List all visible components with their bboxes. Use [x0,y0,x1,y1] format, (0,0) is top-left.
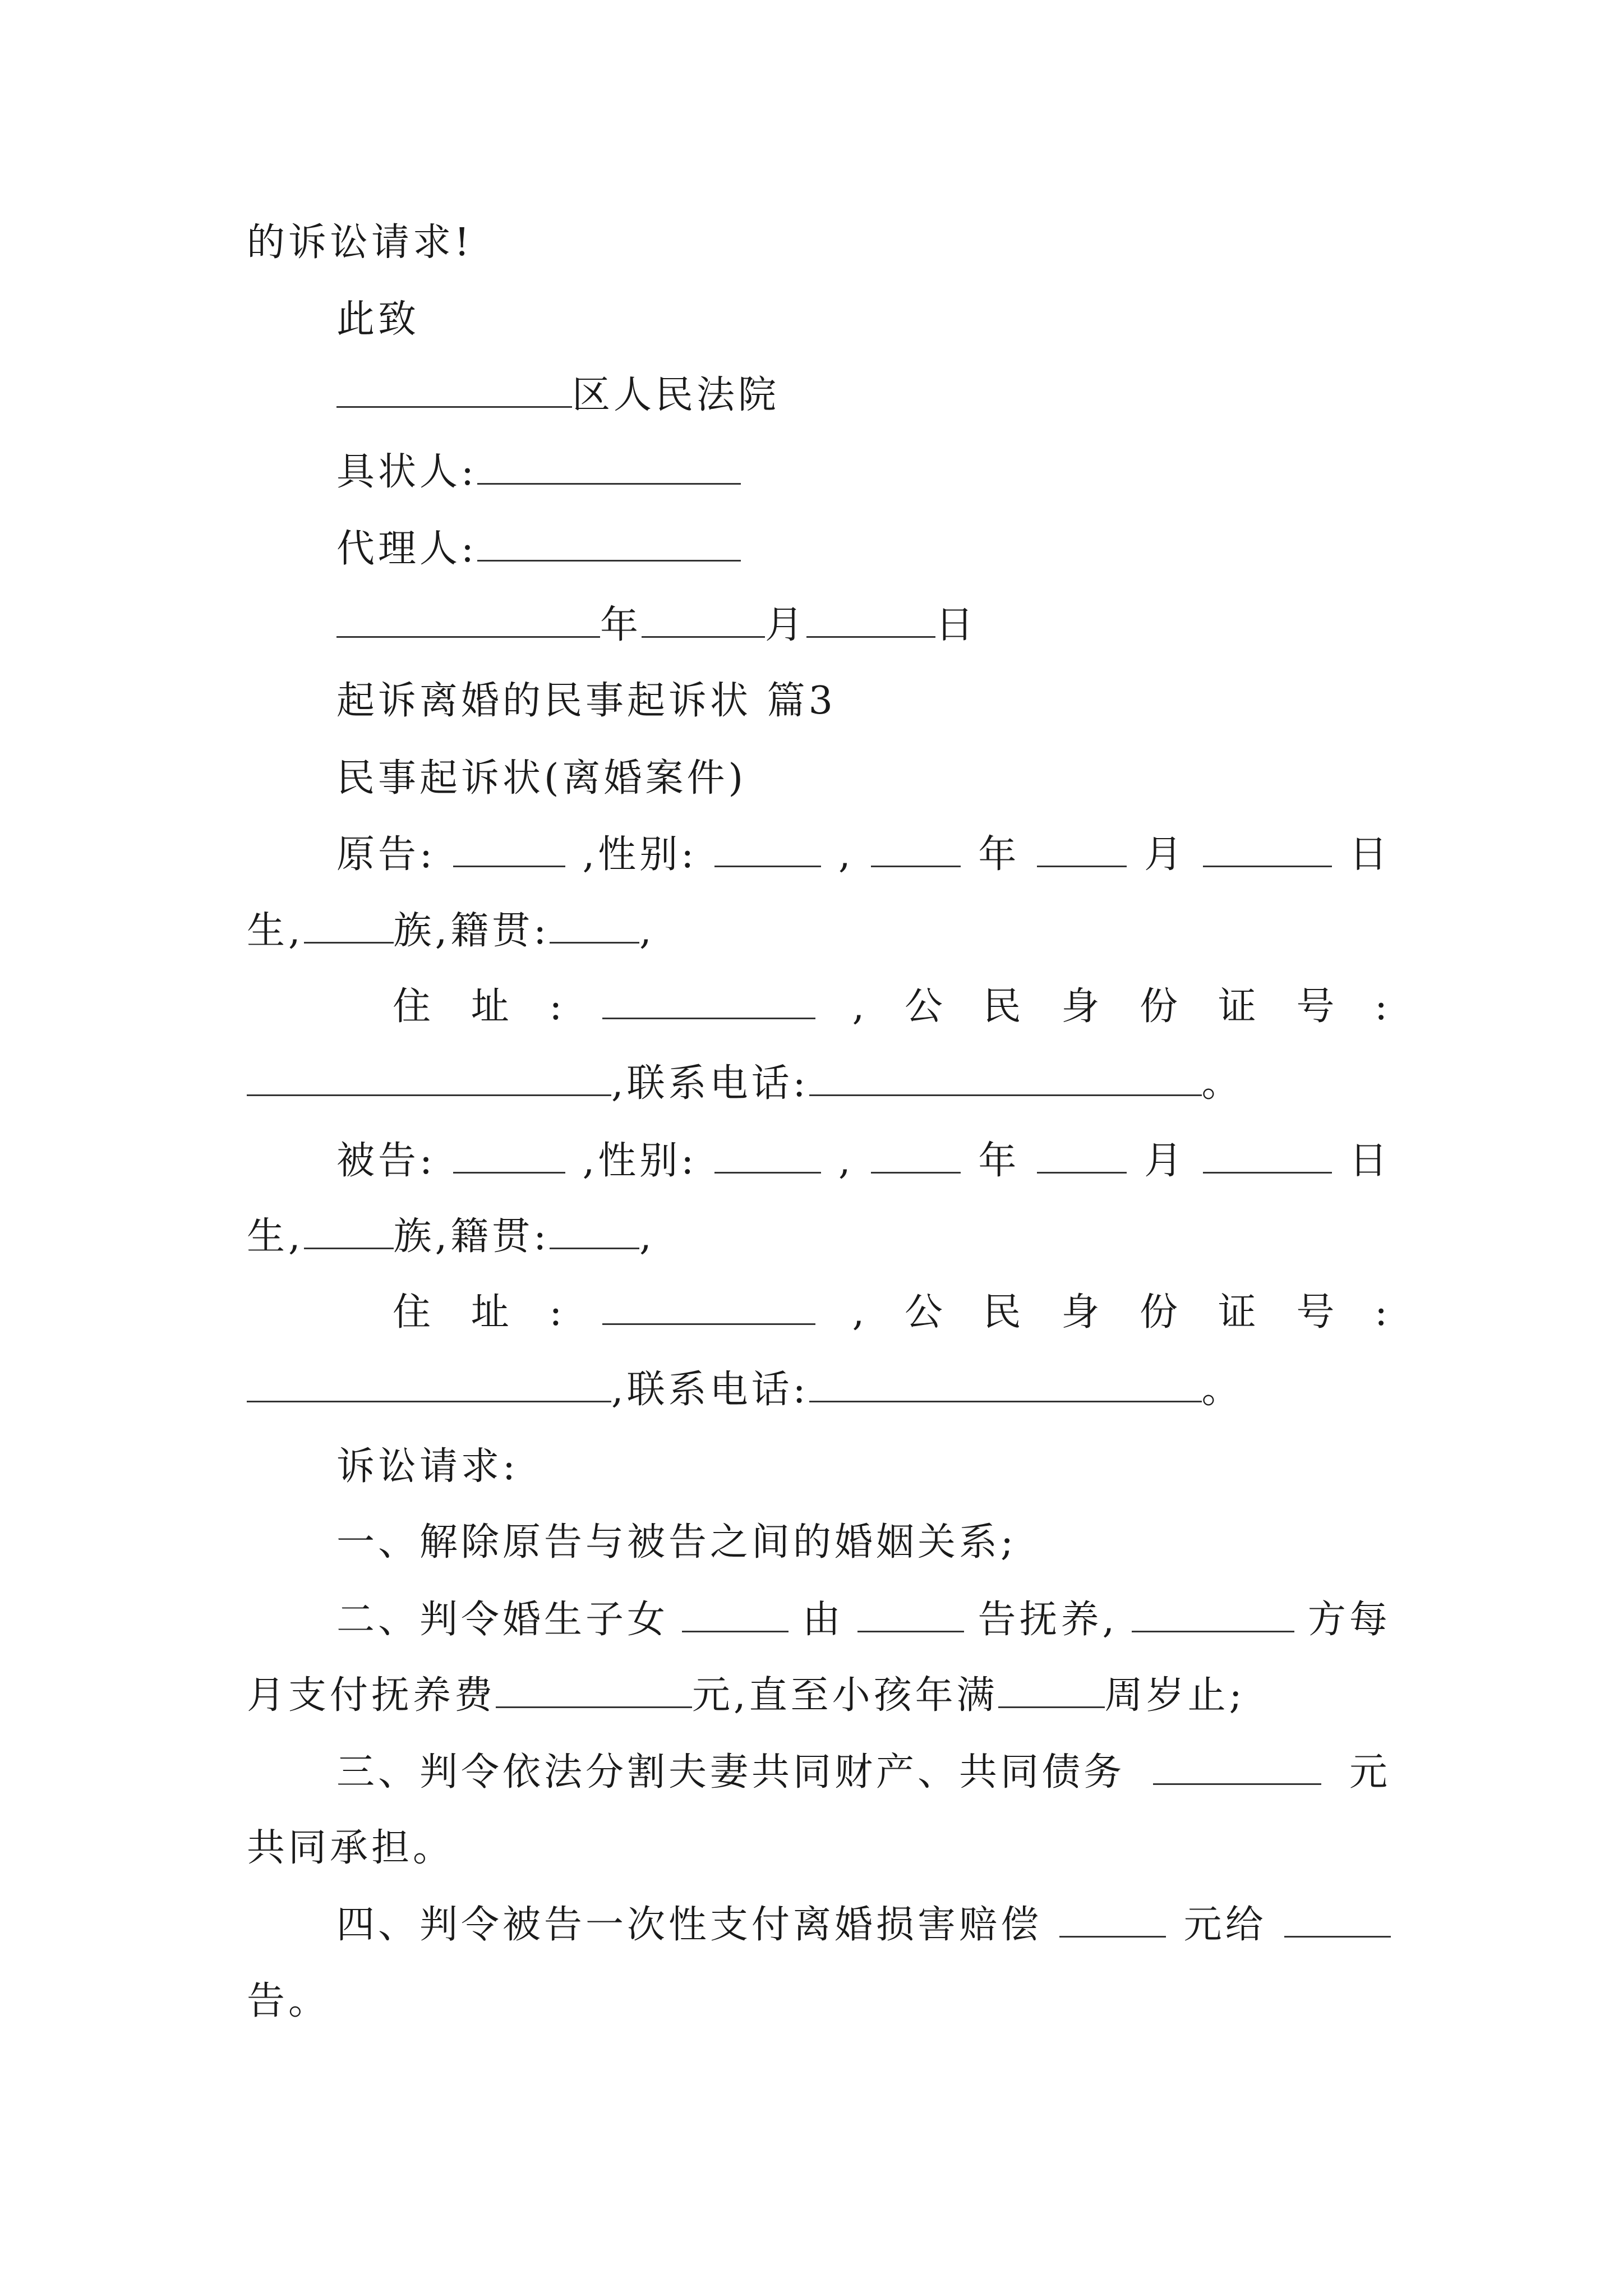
defendant-phone-line: ,联系电话: 。 [247,1362,1391,1418]
plaintiff-address-line: 住 址 : , 公 民 身 份 证 号 : [393,979,1391,1035]
claim-4-line-1: 四、判令被告一次性支付离婚损害赔偿 元给 [336,1897,1391,1953]
section-heading: 起诉离婚的民事起诉状 篇3 [336,679,836,723]
plaintiff-line-2: 生, 族,籍贯: , [247,903,1391,959]
claim-1: 一、解除原告与被告之间的婚姻关系; [336,1520,1017,1565]
defendant-line: 被告: ,性别: , 年 月 日 [336,1133,1391,1189]
document-title: 民事起诉状(离婚案件) [336,756,747,800]
defendant-address-line: 住 址 : , 公 民 身 份 证 号 : [393,1285,1391,1341]
claim-2-line-1: 二、判令婚生子女 由 告抚养, 方每 [336,1592,1391,1648]
signer-blank [477,448,741,485]
court-line: 区人民法院 [336,367,1391,424]
defendant-line-2: 生, 族,籍贯: , [247,1209,1391,1265]
signer-line: 具状人: [336,444,1391,500]
agent-blank [477,525,741,562]
text-line: 的诉讼请求! [247,220,473,265]
plaintiff-phone-line: ,联系电话: 。 [247,1056,1391,1112]
claim-2-line-2: 月支付抚养费 元,直至小孩年满 周岁止; [247,1668,1391,1724]
court-blank [336,371,572,408]
salutation: 此致 [336,297,420,342]
agent-line: 代理人: [336,521,1391,577]
claim-3-line-1: 三、判令依法分割夫妻共同财产、共同债务 元 [336,1745,1391,1801]
date-line: 年 月 日 [336,597,1391,654]
claims-heading: 诉讼请求: [336,1444,519,1489]
claim-3-line-2: 共同承担。 [247,1826,455,1870]
plaintiff-line: 原告: ,性别: , 年 月 日 [336,827,1391,883]
claim-4-line-2: 告。 [247,1979,330,2023]
